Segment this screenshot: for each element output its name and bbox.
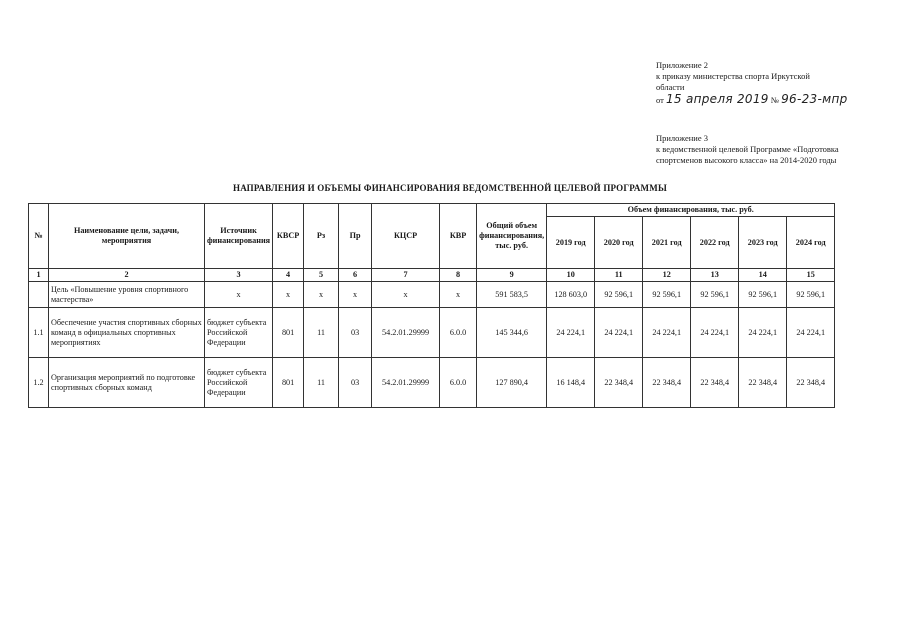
row-kvsr: 801 (273, 358, 304, 408)
header-year: 2024 год (787, 217, 835, 269)
annex-2-block (656, 60, 848, 105)
header-kvsr: КВСР (273, 204, 304, 269)
row-kvr: 6.0.0 (440, 308, 477, 358)
annex-2-number: 96-23-мпр (781, 92, 848, 106)
table-row-1-2 (29, 358, 835, 408)
column-number-row (29, 269, 835, 282)
row-source: х (205, 282, 273, 308)
header-name: Наименование цели, задачи, мероприятия (49, 204, 205, 269)
row-year-value: 22 348,4 (739, 358, 787, 408)
annex-2-from-label: от (656, 95, 664, 105)
financing-table (28, 203, 835, 408)
header-kcsr: КЦСР (372, 204, 440, 269)
row-source: бюджет субъекта Российской Федерации (205, 308, 273, 358)
row-total: 127 890,4 (477, 358, 547, 408)
row-year-value: 16 148,4 (547, 358, 595, 408)
row-pr: 03 (339, 308, 372, 358)
row-source: бюджет субъекта Российской Федерации (205, 358, 273, 408)
annex-2-date: 15 апреля 2019 (665, 92, 769, 106)
annex-3-title: Приложение 3 (656, 133, 708, 143)
row-rz: 11 (304, 308, 339, 358)
column-number: 3 (205, 269, 273, 282)
row-year-value: 22 348,4 (643, 358, 691, 408)
column-number: 5 (304, 269, 339, 282)
column-number: 8 (440, 269, 477, 282)
row-name: Обеспечение участия спортивных сборных команд в официальных спортивных мероприятиях (49, 308, 205, 358)
row-name: Организация мероприятий по подготовке спортивных сборных команд (49, 358, 205, 408)
row-total: 145 344,6 (477, 308, 547, 358)
annex-2-number-label: № (770, 95, 779, 105)
row-no: 1.1 (29, 308, 49, 358)
column-number: 4 (273, 269, 304, 282)
column-number: 1 (29, 269, 49, 282)
column-number: 15 (787, 269, 835, 282)
column-number: 12 (643, 269, 691, 282)
column-number: 13 (691, 269, 739, 282)
row-year-value: 22 348,4 (595, 358, 643, 408)
table-row-goal (29, 282, 835, 308)
row-year-value: 92 596,1 (787, 282, 835, 308)
row-year-value: 22 348,4 (787, 358, 835, 408)
column-number: 2 (49, 269, 205, 282)
annex-2-title: Приложение 2 (656, 60, 708, 70)
table-row-1-1 (29, 308, 835, 358)
header-year: 2020 год (595, 217, 643, 269)
row-kvsr: х (273, 282, 304, 308)
document-title: НАПРАВЛЕНИЯ И ОБЪЕМЫ ФИНАНСИРОВАНИЯ ВЕДОМСТВЕННОЙ ЦЕЛЕВОЙ ПРОГРАММЫ (233, 183, 667, 193)
row-kvsr: 801 (273, 308, 304, 358)
annex-2-date-line (656, 94, 848, 106)
row-kcsr: 54.2.01.29999 (372, 308, 440, 358)
row-year-value: 24 224,1 (787, 308, 835, 358)
row-kcsr: х (372, 282, 440, 308)
header-source: Источник финансирования (205, 204, 273, 269)
annex-2-order-ref: к приказу министерства спорта Иркутской (656, 71, 810, 81)
header-year: 2019 год (547, 217, 595, 269)
header-kvr: КВР (440, 204, 477, 269)
annex-3-program-name: спортсменов высокого класса» на 2014-2020 годы (656, 155, 837, 165)
annex-2-region: области (656, 82, 685, 92)
column-number: 14 (739, 269, 787, 282)
row-year-value: 92 596,1 (643, 282, 691, 308)
row-kcsr: 54.2.01.29999 (372, 358, 440, 408)
header-total: Общий объем финансирования, тыс. руб. (477, 204, 547, 269)
row-pr: 03 (339, 358, 372, 408)
header-pr: Пр (339, 204, 372, 269)
column-number: 11 (595, 269, 643, 282)
header-rz: Рз (304, 204, 339, 269)
row-year-value: 128 603,0 (547, 282, 595, 308)
row-year-value: 22 348,4 (691, 358, 739, 408)
row-no (29, 282, 49, 308)
row-year-value: 24 224,1 (595, 308, 643, 358)
header-volume-group: Объем финансирования, тыс. руб. (547, 204, 835, 217)
column-number: 10 (547, 269, 595, 282)
column-number: 9 (477, 269, 547, 282)
annex-3-block (656, 133, 839, 166)
row-rz: х (304, 282, 339, 308)
row-year-value: 24 224,1 (643, 308, 691, 358)
row-year-value: 92 596,1 (739, 282, 787, 308)
column-number: 7 (372, 269, 440, 282)
header-no: № (29, 204, 49, 269)
row-year-value: 24 224,1 (691, 308, 739, 358)
row-year-value: 92 596,1 (691, 282, 739, 308)
row-kvr: х (440, 282, 477, 308)
header-year: 2022 год (691, 217, 739, 269)
row-kvr: 6.0.0 (440, 358, 477, 408)
header-year: 2023 год (739, 217, 787, 269)
row-year-value: 24 224,1 (547, 308, 595, 358)
row-name: Цель «Повышение уровня спортивного мастерства» (49, 282, 205, 308)
row-pr: х (339, 282, 372, 308)
row-rz: 11 (304, 358, 339, 408)
row-total: 591 583,5 (477, 282, 547, 308)
header-year: 2021 год (643, 217, 691, 269)
annex-3-program-ref: к ведомственной целевой Программе «Подготовка (656, 144, 839, 154)
row-year-value: 92 596,1 (595, 282, 643, 308)
row-year-value: 24 224,1 (739, 308, 787, 358)
column-number: 6 (339, 269, 372, 282)
row-no: 1.2 (29, 358, 49, 408)
